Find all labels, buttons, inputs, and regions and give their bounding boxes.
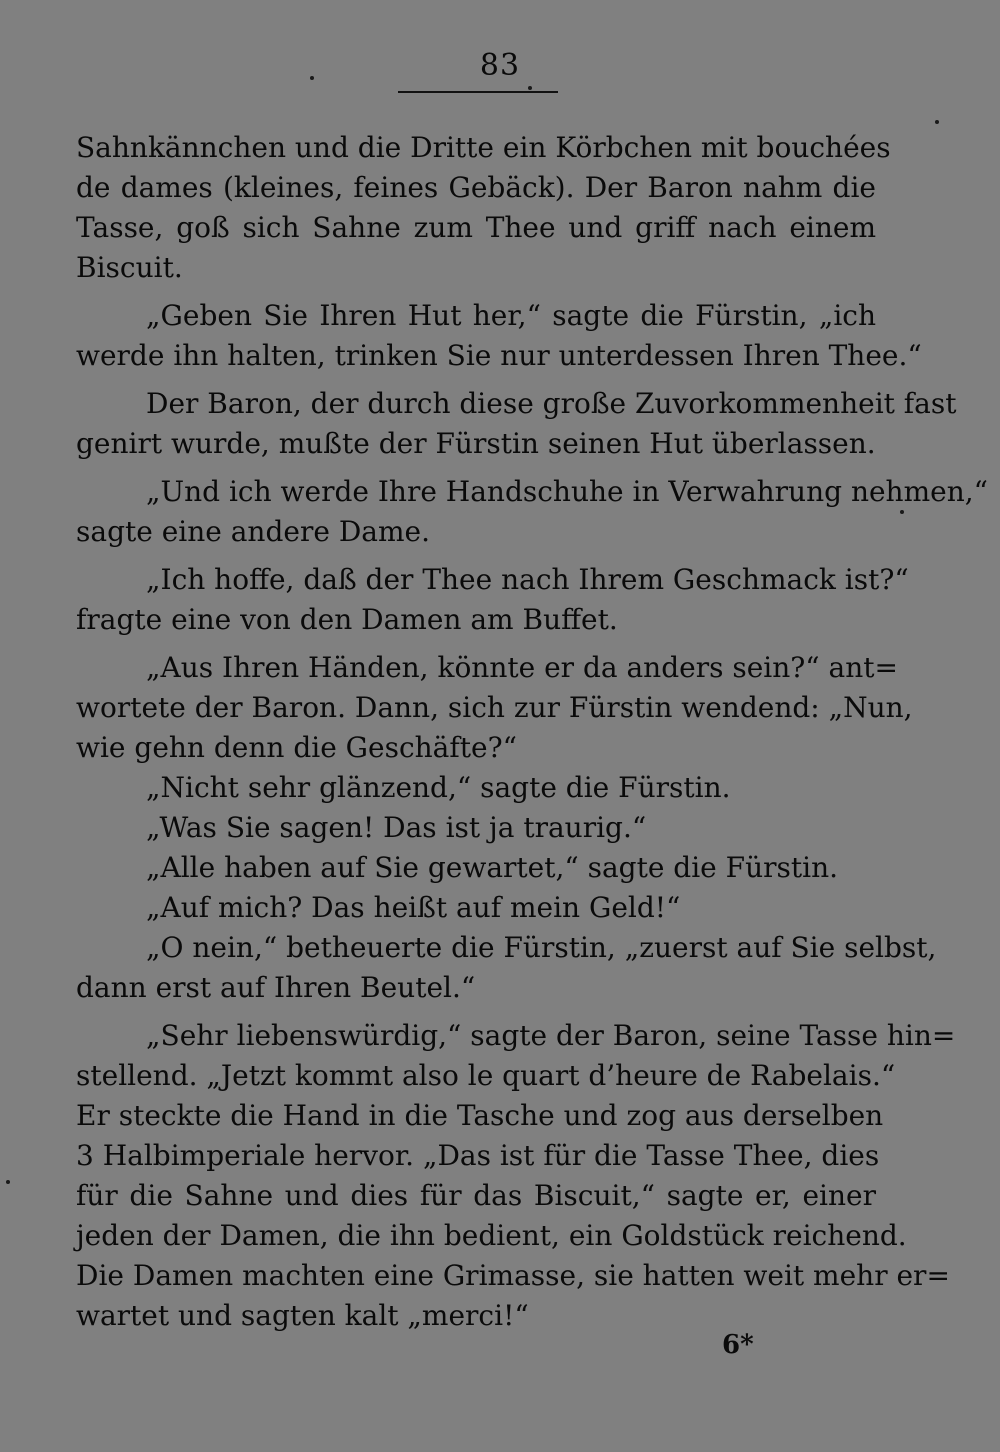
text-line: Sahnkännchen und die Dritte ein Körbchen mit bouchées [76, 131, 891, 164]
scan-speck [935, 120, 939, 124]
text-line: „Was Sie sagen! Das ist ja traurig.“ [146, 811, 647, 844]
paragraph [76, 384, 957, 464]
text-line: fragte eine von den Damen am Buffet. [76, 603, 618, 636]
paragraph [76, 472, 988, 552]
text-line: jeden der Damen, die ihn bedient, ein Goldstück reichend. [76, 1219, 907, 1252]
scan-speck [310, 76, 314, 80]
text-line: „Auf mich? Das heißt auf mein Geld!“ [146, 891, 681, 924]
text-line: Biscuit. [76, 251, 183, 284]
paragraph [76, 560, 909, 640]
text-line: „Und ich werde Ihre Handschuhe in Verwahrung nehmen,“ [146, 475, 988, 508]
text-line: stellend. „Jetzt kommt also le quart d’heure de Rabelais.“ [76, 1059, 896, 1092]
body-text [76, 128, 988, 1336]
text-line: wartet und sagten kalt „merci!“ [76, 1299, 529, 1332]
text-line: wortete der Baron. Dann, sich zur Fürstin wendend: „Nun, [76, 691, 913, 724]
paragraph [76, 1016, 956, 1336]
text-line: genirt wurde, mußte der Fürstin seinen Hut überlassen. [76, 427, 876, 460]
text-line: „Geben Sie Ihren Hut her,“ sagte die Fürstin, „ich [146, 299, 876, 332]
scan-speck [900, 510, 904, 514]
paragraph [76, 928, 937, 1008]
paragraph [76, 808, 876, 848]
text-line: Der Baron, der durch diese große Zuvorkommenheit fast [146, 387, 957, 420]
paragraph [76, 768, 876, 808]
text-line: de dames (kleines, feines Gebäck). Der Baron nahm die [76, 171, 876, 204]
text-line: „Aus Ihren Händen, könnte er da anders sein?“ ant= [146, 651, 898, 684]
text-line: sagte eine andere Dame. [76, 515, 430, 548]
text-line: Die Damen machten eine Grimasse, sie hatten weit mehr er= [76, 1259, 950, 1292]
paragraph [76, 128, 891, 288]
text-line: 3 Halbimperiale hervor. „Das ist für die Tasse Thee, dies [76, 1139, 880, 1172]
text-line: wie gehn denn die Geschäfte?“ [76, 731, 517, 764]
paragraph [76, 848, 876, 888]
text-line: „Sehr liebenswürdig,“ sagte der Baron, seine Tasse hin= [146, 1019, 956, 1052]
text-line: Tasse, goß sich Sahne zum Thee und griff nach einem [76, 211, 876, 244]
scan-speck [6, 1180, 10, 1184]
paragraph [76, 888, 876, 928]
text-line: dann erst auf Ihren Beutel.“ [76, 971, 476, 1004]
text-line: „Ich hoffe, daß der Thee nach Ihrem Geschmack ist?“ [146, 563, 909, 596]
header-rule [398, 91, 558, 93]
text-line: Er steckte die Hand in die Tasche und zog aus derselben [76, 1099, 884, 1132]
text-line: für die Sahne und dies für das Biscuit,“ sagte er, einer [76, 1179, 876, 1212]
text-line: „O nein,“ betheuerte die Fürstin, „zuerst auf Sie selbst, [146, 931, 937, 964]
scan-speck [528, 86, 532, 90]
paragraph [76, 648, 913, 768]
text-line: werde ihn halten, trinken Sie nur unterdessen Ihren Thee.“ [76, 339, 922, 372]
page-number: 83 [479, 48, 521, 83]
text-line: „Alle haben auf Sie gewartet,“ sagte die Fürstin. [146, 851, 839, 884]
text-line: „Nicht sehr glänzend,“ sagte die Fürstin. [146, 771, 731, 804]
signature-mark: 6* [722, 1330, 754, 1360]
paragraph [76, 296, 922, 376]
